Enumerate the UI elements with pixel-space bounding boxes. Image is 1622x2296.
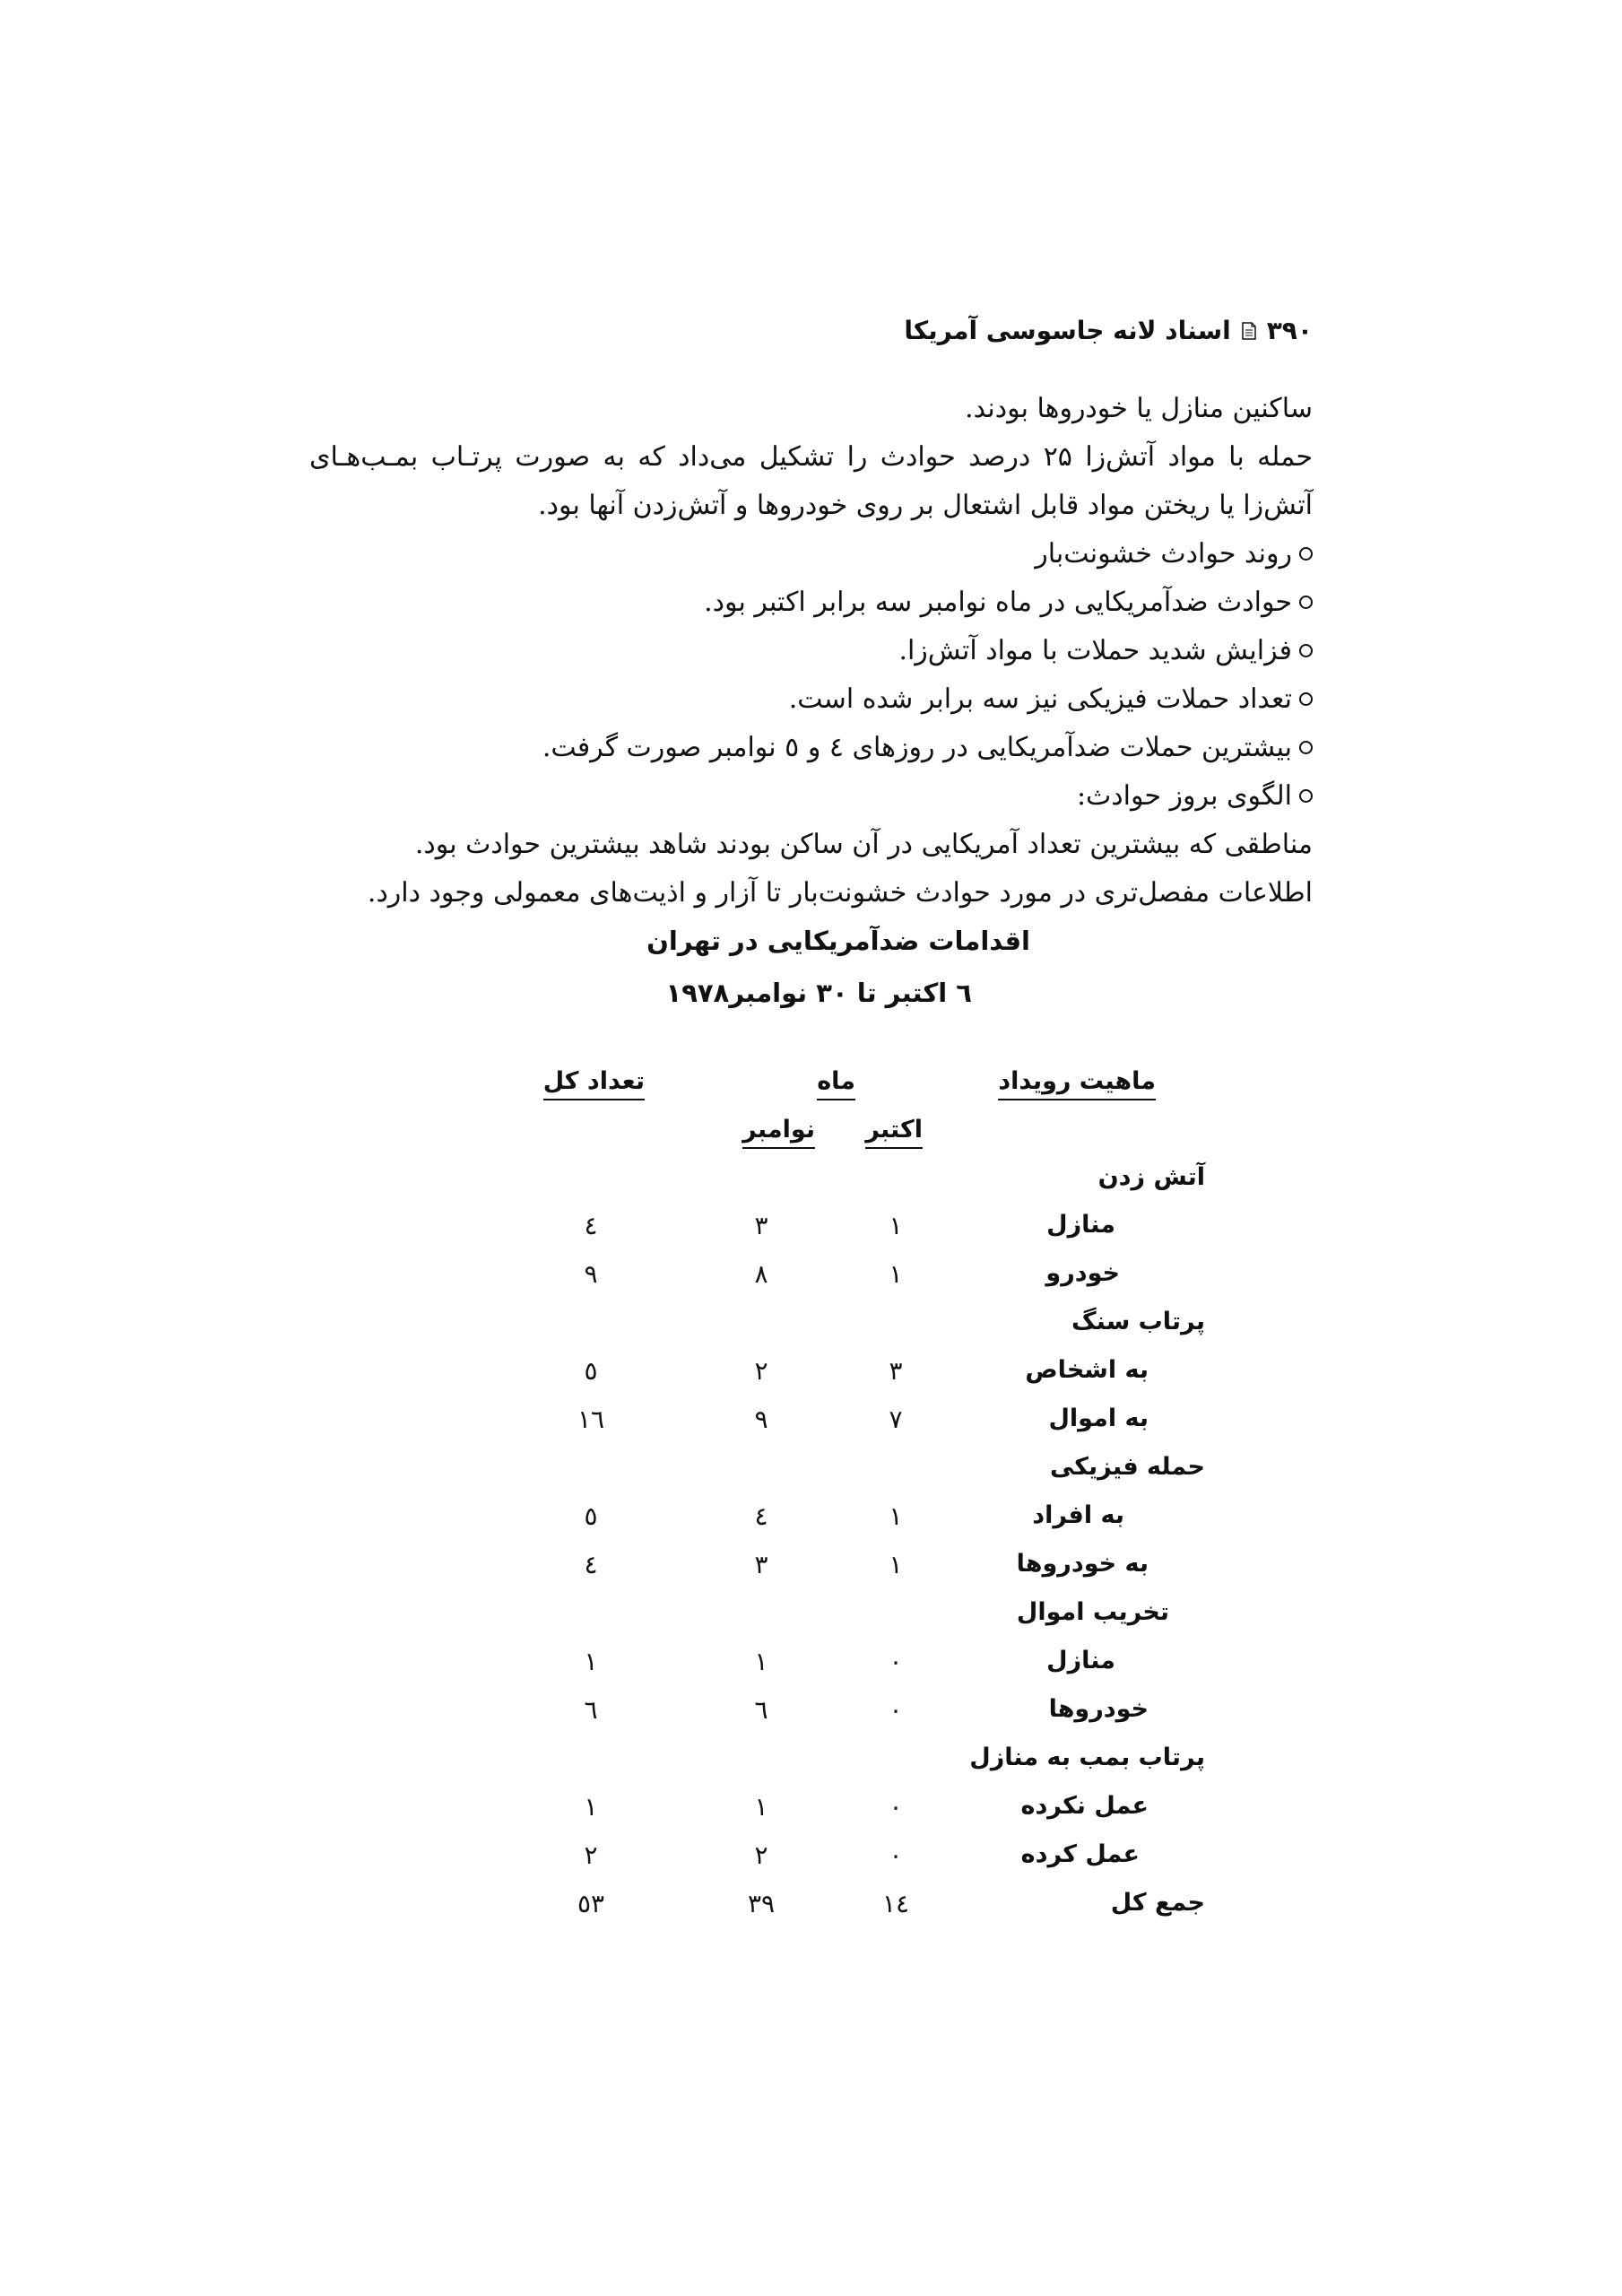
bullet-item: روند حوادث خشونت‌بار	[1035, 538, 1313, 570]
bullet-circle-icon	[1299, 596, 1313, 609]
table-cell-november: ٤	[754, 1501, 768, 1531]
table-cell-total: ٥٣	[577, 1889, 605, 1918]
table-cell-november: ١	[754, 1792, 768, 1822]
book-title: اسناد لانه جاسوسی آمریکا	[904, 316, 1231, 345]
table-row-category: تخریب اموال	[1016, 1598, 1169, 1626]
table-cell-october: ٠	[889, 1840, 903, 1870]
table-title: اقدامات ضدآمریکایی در تهران	[646, 926, 1030, 956]
grand-total-label: جمع کل	[1110, 1889, 1205, 1917]
table-cell-november: ٩	[754, 1405, 768, 1434]
table-row-category: پرتاب سنگ	[1071, 1308, 1205, 1335]
table-cell-total: ٩	[584, 1259, 598, 1289]
table-row-label: به افراد	[1032, 1501, 1124, 1529]
table-cell-total: ٤	[584, 1211, 598, 1240]
table-cell-november: ٢	[754, 1356, 768, 1386]
column-header-total: تعداد کل	[543, 1067, 645, 1100]
table-cell-total: ٥	[584, 1356, 598, 1386]
body-line-2: حمله با مواد آتش‌زا ۲۵ درصد حوادث را تشکیل می‌داد که به صورت پرتـاب بمـب‌هـای	[309, 441, 1313, 473]
table-cell-october: ١	[889, 1501, 903, 1531]
bullet-circle-icon	[1299, 692, 1313, 706]
table-cell-october: ١٤	[881, 1889, 910, 1918]
table-cell-october: ١	[889, 1259, 903, 1289]
table-cell-total: ٤	[584, 1550, 598, 1579]
table-cell-total: ١٦	[577, 1405, 605, 1434]
column-header-october: اکتبر	[865, 1116, 923, 1149]
table-cell-total: ٢	[584, 1840, 598, 1870]
table-row-category: پرتاب بمب به منازل	[969, 1744, 1205, 1771]
bullet-circle-icon	[1299, 644, 1313, 657]
table-row-label: خودروها	[1048, 1695, 1149, 1723]
table-cell-total: ٥	[584, 1501, 598, 1531]
table-row-label: به اموال	[1048, 1405, 1149, 1432]
table-row-label: منازل	[1046, 1211, 1115, 1239]
table-cell-november: ٣	[754, 1550, 768, 1579]
table-row-label: عمل کرده	[1020, 1840, 1140, 1868]
running-header	[904, 316, 1313, 345]
column-header-event: ماهیت رویداد	[998, 1067, 1156, 1100]
table-cell-october: ٠	[889, 1695, 903, 1725]
bullet-circle-icon	[1299, 547, 1313, 561]
table-cell-november: ٨	[754, 1259, 768, 1289]
body-line-after-2: اطلاعات مفصل‌تری در مورد حوادث خشونت‌بار تا آزار و اذیت‌های معمولی وجود دارد.	[367, 877, 1313, 909]
table-cell-november: ٢	[754, 1840, 768, 1870]
table-cell-october: ١	[889, 1550, 903, 1579]
table-cell-october: ٠	[889, 1647, 903, 1676]
table-cell-total: ٦	[584, 1695, 598, 1725]
table-row-label: به خودروها	[1016, 1550, 1149, 1578]
table-cell-october: ١	[889, 1211, 903, 1240]
column-header-month: ماه	[817, 1067, 855, 1100]
bullet-circle-icon	[1299, 789, 1313, 803]
table-cell-october: ٣	[889, 1356, 903, 1386]
body-line-3: آتش‌زا یا ریختن مواد قابل اشتعال بر روی خودروها و آتش‌زدن آنها بود.	[538, 490, 1313, 521]
bullet-item: حوادث ضدآمریکایی در ماه نوامبر سه برابر اکتبر بود.	[704, 587, 1313, 619]
bullet-item: تعداد حملات فیزیکی نیز سه برابر شده است.	[789, 683, 1313, 716]
table-cell-november: ٣	[754, 1211, 768, 1240]
table-cell-total: ١	[584, 1792, 598, 1822]
table-cell-october: ٠	[889, 1792, 903, 1822]
bullet-item: بیشترین حملات ضدآمریکایی در روزهای ٤ و ٥ نوامبر صورت گرفت.	[542, 732, 1313, 764]
table-row-label: به اشخاص	[1025, 1356, 1149, 1384]
bullet-item: فزایش شدید حملات با مواد آتش‌زا.	[898, 635, 1313, 667]
table-row-category: آتش زدن	[1097, 1163, 1205, 1191]
table-cell-november: ٦	[754, 1695, 768, 1725]
table-cell-november: ٣٩	[747, 1889, 776, 1918]
body-line-1: ساکنین منازل یا خودروها بودند.	[965, 393, 1313, 424]
bullet-circle-icon	[1299, 741, 1313, 754]
bullet-item: الگوی بروز حوادث:	[1077, 780, 1313, 813]
table-cell-october: ٧	[889, 1405, 903, 1434]
table-subtitle: ٦ اکتبر تا ۳۰ نوامبر۱۹۷۸	[665, 978, 972, 1008]
page-number: ۳۹۰	[1266, 316, 1313, 345]
table-cell-november: ١	[754, 1647, 768, 1676]
table-row-category: حمله فیزیکی	[1049, 1453, 1205, 1481]
table-row-label: منازل	[1046, 1647, 1115, 1674]
table-cell-total: ١	[584, 1647, 598, 1676]
column-header-november: نوامبر	[742, 1116, 815, 1149]
body-line-after-1: مناطقی که بیشترین تعداد آمریکایی در آن ساکن بودند شاهد بیشترین حوادث بود.	[414, 829, 1313, 860]
table-row-label: عمل نکرده	[1020, 1792, 1149, 1820]
table-row-label: خودرو	[1045, 1259, 1120, 1287]
document-icon	[1242, 322, 1256, 340]
